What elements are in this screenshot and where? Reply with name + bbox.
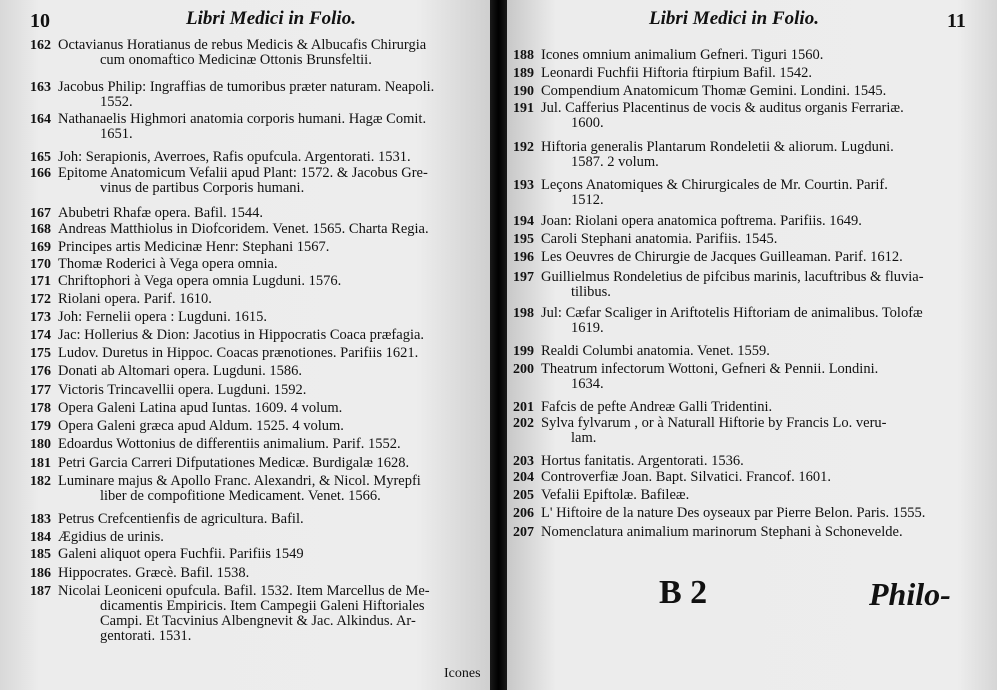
catalog-entry [513,488,689,503]
entry-number: 168 [30,222,51,237]
entry-text: Leonardi Fuchfii Hiftoria ftirpium Bafil. 1542. [541,65,813,81]
entry-text: Victoris Trincavellii opera. Lugduni. 1592. [58,382,307,398]
entry-number: 166 [30,166,51,181]
catalog-entry [513,400,772,415]
entry-continuation: Campi. Et Tacvinius Albengnevit & Jac. Alkindus. Ar- [100,613,416,629]
entry-text: Theatrum infectorum Wottoni, Gefneri & Pennii. Londini. [541,361,879,377]
entry-continuation: cum onomaftico Medicinæ Ottonis Brunsfeltii. [100,52,372,68]
entry-continuation: gentorati. 1531. [100,628,192,644]
catalog-entry [30,530,164,545]
catalog-entry [513,506,925,521]
entry-text: Sylva fylvarum , or à Naturall Hiftorie by Francis Lo. veru- [541,415,887,431]
catalog-entry [30,456,409,471]
entry-number: 177 [30,383,51,398]
entry-text: Guillielmus Rondeletius de pifcibus marinis, lacuftribus & fluvia- [541,269,924,285]
entry-number: 186 [30,566,51,581]
catalog-entry [30,38,426,53]
entry-text: Joh: Fernelii opera : Lugduni. 1615. [58,309,268,325]
catalog-entry [513,140,894,155]
entry-text: Chriftophori à Vega opera omnia Lugduni. 1576. [58,273,342,289]
entry-text: Caroli Stephani anatomia. Parifiis. 1545. [541,231,778,247]
entry-text: Octavianus Horatianus de rebus Medicis & Albucafis Chirurgia [58,37,427,53]
entry-number: 195 [513,232,534,247]
entry-continuation: 1619. [571,320,604,336]
catalog-entry [30,310,267,325]
entry-continuation: 1634. [571,376,604,392]
catchword-right: Philo- [869,576,951,612]
entry-number: 196 [513,250,534,265]
catalog-entry [30,166,428,181]
entry-text: Jac: Hollerius & Dion: Jacotius in Hippocratis Coaca præfagia. [58,327,425,343]
entry-text: Hortus fanitatis. Argentorati. 1536. [541,453,744,469]
entry-number: 183 [30,512,51,527]
entry-text: Andreas Matthiolus in Diofcoridem. Venet. 1565. Charta Regia. [58,221,429,237]
entry-continuation: 1587. 2 volum. [571,154,659,170]
entry-number: 205 [513,488,534,503]
entry-text: Les Oeuvres de Chirurgie de Jacques Guilleaman. Parif. 1612. [541,249,903,265]
entry-number: 182 [30,474,51,489]
entry-number: 173 [30,310,51,325]
catalog-entry [513,48,823,63]
catalog-entry [513,362,878,377]
entry-number: 201 [513,400,534,415]
entry-number: 187 [30,584,51,599]
entry-number: 170 [30,257,51,272]
entry-number: 164 [30,112,51,127]
catalog-entry [30,383,306,398]
entry-text: Vefalii Epiftolæ. Bafileæ. [541,487,690,503]
entry-number: 190 [513,84,534,99]
entry-text: Petrus Crefcentienfis de agricultura. Bafil. [58,511,304,527]
catalog-entry [30,328,424,343]
entry-text: Petri Garcia Carreri Difputationes Medicæ. Burdigalæ 1628. [58,455,410,471]
catalog-entry [30,274,341,289]
entry-text: Galeni aliquot opera Fuchfii. Parifiis 1549 [58,546,304,562]
entry-text: Nomenclatura animalium marinorum Stephani à Schonevelde. [541,524,903,540]
entry-number: 180 [30,437,51,452]
entry-continuation: 1552. [100,94,133,110]
catalog-entry [513,178,888,193]
running-header-right: Libri Medici in Folio. [649,8,819,29]
entry-number: 200 [513,362,534,377]
entry-continuation: 1600. [571,115,604,131]
entry-number: 176 [30,364,51,379]
entry-text: Jul: Cæfar Scaliger in Ariftotelis Hiftoriam de animalibus. Tolofæ [541,305,923,321]
entry-number: 188 [513,48,534,63]
catalog-entry [30,437,401,452]
entry-text: Hiftoria generalis Plantarum Rondeletii & aliorum. Lugduni. [541,139,894,155]
catalog-entry [513,416,887,431]
entry-text: Abubetri Rhafæ opera. Bafil. 1544. [58,205,263,221]
catalog-entry [30,150,411,165]
entry-text: Compendium Anatomicum Thomæ Gemini. Londini. 1545. [541,83,887,99]
catalog-entry [513,214,862,229]
entry-continuation: 1512. [571,192,604,208]
catalog-entry [30,240,329,255]
entry-number: 199 [513,344,534,359]
entry-text: Luminare majus & Apollo Franc. Alexandri, & Nicol. Myrepfi [58,473,421,489]
catalog-entry [30,566,249,581]
entry-number: 181 [30,456,51,471]
right-page [507,0,997,690]
entry-number: 163 [30,80,51,95]
entry-number: 206 [513,506,534,521]
catalog-entry [30,419,344,434]
entry-number: 184 [30,530,51,545]
entry-number: 171 [30,274,51,289]
entry-text: Opera Galeni græca apud Aldum. 1525. 4 volum. [58,418,344,434]
catalog-entry [30,512,304,527]
entry-number: 172 [30,292,51,307]
left-page [0,0,490,690]
catalog-entry [513,232,777,247]
catalog-entry [30,346,418,361]
entry-number: 203 [513,454,534,469]
catalog-entry [30,222,429,237]
catalog-entry [513,66,812,81]
entry-number: 165 [30,150,51,165]
entry-text: L' Hiftoire de la nature Des oyseaux par Pierre Belon. Paris. 1555. [541,505,926,521]
entry-continuation: tilibus. [571,284,611,300]
entry-continuation: dicamentis Empiricis. Item Campegii Galeni Hiftoriales [100,598,425,614]
entry-number: 189 [513,66,534,81]
entry-text: Ægidius de urinis. [58,529,164,545]
entry-text: Controverfiæ Joan. Bapt. Silvatici. Francof. 1601. [541,469,831,485]
entry-number: 204 [513,470,534,485]
signature-mark: B 2 [659,574,708,611]
catalog-entry [513,101,904,116]
entry-text: Thomæ Roderici à Vega opera omnia. [58,256,278,272]
entry-number: 192 [513,140,534,155]
entry-text: Leçons Anatomiques & Chirurgicales de Mr. Courtin. Parif. [541,177,888,193]
catalog-entry [513,84,886,99]
entry-number: 167 [30,206,51,221]
catalog-entry [30,474,421,489]
entry-text: Fafcis de pefte Andreæ Galli Tridentini. [541,399,773,415]
catalog-entry [513,270,924,285]
catalog-entry [513,525,903,540]
catalog-entry [30,547,304,562]
entry-text: Realdi Columbi anatomia. Venet. 1559. [541,343,770,359]
entry-continuation: vinus de partibus Corporis humani. [100,180,305,196]
catalog-entry [513,470,831,485]
entry-text: Nathanaelis Highmori anatomia corporis humani. Hagæ Comit. [58,111,427,127]
entry-number: 175 [30,346,51,361]
entry-text: Jacobus Philip: Ingraffias de tumoribus præter naturam. Neapoli. [58,79,435,95]
entry-number: 178 [30,401,51,416]
entry-number: 162 [30,38,51,53]
entry-text: Principes artis Medicinæ Henr: Stephani 1567. [58,239,330,255]
entry-number: 197 [513,270,534,285]
catalog-entry [513,454,744,469]
entry-text: Opera Galeni Latina apud Iuntas. 1609. 4 volum. [58,400,343,416]
running-header-left: Libri Medici in Folio. [186,8,356,29]
catalog-entry [30,112,426,127]
catchword-left: Icones [444,666,481,681]
page-number-left: 10 [30,10,50,32]
catalog-entry [30,206,263,221]
entry-text: Hippocrates. Græcè. Bafil. 1538. [58,565,250,581]
entry-number: 198 [513,306,534,321]
entry-text: Ludov. Duretus in Hippoc. Coacas prænotiones. Parifiis 1621. [58,345,419,361]
entry-number: 174 [30,328,51,343]
entry-number: 185 [30,547,51,562]
entry-number: 193 [513,178,534,193]
entry-text: Nicolai Leoniceni opufcula. Bafil. 1532. Item Marcellus de Me- [58,583,430,599]
entry-number: 202 [513,416,534,431]
entry-text: Riolani opera. Parif. 1610. [58,291,212,307]
catalog-entry [30,584,430,599]
catalog-entry [30,364,302,379]
catalog-entry [30,257,278,272]
catalog-entry [513,344,770,359]
entry-continuation: liber de compofitione Medicament. Venet. 1566. [100,488,381,504]
entry-number: 169 [30,240,51,255]
entry-number: 207 [513,525,534,540]
entry-number: 179 [30,419,51,434]
entry-text: Joan: Riolani opera anatomica poftrema. Parifiis. 1649. [541,213,862,229]
entry-number: 194 [513,214,534,229]
entry-continuation: 1651. [100,126,133,142]
catalog-entry [30,80,434,95]
entry-text: Epitome Anatomicum Vefalii apud Plant: 1572. & Jacobus Gre- [58,165,428,181]
page-number-right: 11 [947,10,966,32]
catalog-entry [30,292,212,307]
catalog-entry [513,250,903,265]
catalog-entry [513,306,923,321]
entry-continuation: lam. [571,430,597,446]
entry-text: Edoardus Wottonius de differentiis animalium. Parif. 1552. [58,436,401,452]
entry-text: Donati ab Altomari opera. Lugduni. 1586. [58,363,303,379]
book-gutter [490,0,507,690]
catalog-entry [30,401,342,416]
entry-text: Icones omnium animalium Gefneri. Tiguri 1560. [541,47,824,63]
entry-text: Jul. Cafferius Placentinus de vocis & auditus organis Ferrariæ. [541,100,904,116]
entry-text: Joh: Serapionis, Averroes, Rafis opufcula. Argentorati. 1531. [58,149,411,165]
entry-number: 191 [513,101,534,116]
